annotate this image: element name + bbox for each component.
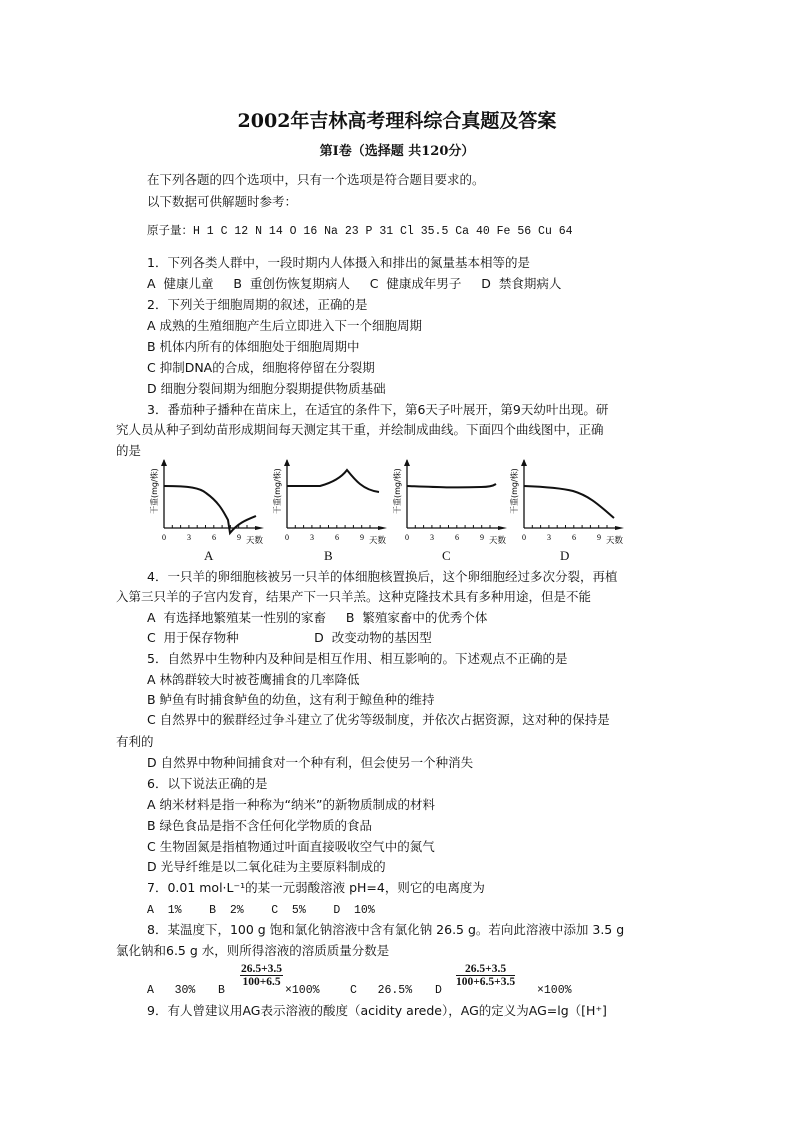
atomic-weights: 原子量：H 1 C 12 N 14 O 16 Na 23 P 31 Cl 35.5 Ca 40 Fe 56 Cu 64 <box>147 225 573 238</box>
tick-label: 9 <box>360 533 364 542</box>
tick-label: 3 <box>547 533 551 542</box>
y-axis-label: 干重(mg/株) <box>273 468 282 514</box>
tick-label: 3 <box>310 533 314 542</box>
fraction-b <box>240 963 283 988</box>
option: C 自然界中的猴群经过争斗建立了优劣等级制度，并依次占据资源，这对种的保持是 <box>147 712 610 727</box>
axis-arrow-icon <box>498 526 507 530</box>
option: D 细胞分裂间期为细胞分裂期提供物质基础 <box>147 381 386 396</box>
tick-label: 6 <box>335 533 339 542</box>
dry-weight-curve <box>287 470 379 492</box>
tick-label: 6 <box>212 533 216 542</box>
tick-label: 0 <box>405 533 409 542</box>
y-axis-label: 干重(mg/株) <box>510 468 519 514</box>
section-title: 第Ⅰ卷（选择题 共120分） <box>319 144 475 159</box>
tick-label: 0 <box>162 533 166 542</box>
question-9: 9．有人曾建议用AG表示溶液的酸度（acidity arede），AG的定义为AG=lg（[H⁺] <box>147 1003 607 1018</box>
question-5: 5．自然界中生物种内及种间是相互作用、相互影响的。下述观点不正确的是 <box>147 651 568 666</box>
option: B 绿色食品是指不含任何化学物质的食品 <box>147 818 373 833</box>
tick-label: 0 <box>285 533 289 542</box>
tick-label: 3 <box>187 533 191 542</box>
option: C 抑制DNA的合成，细胞将停留在分裂期 <box>147 360 375 375</box>
dry-weight-curve <box>164 486 256 533</box>
axis-arrow-icon <box>615 526 624 530</box>
dry-weight-curve <box>407 484 496 487</box>
question-4: 4．一只羊的卵细胞核被另一只羊的体细胞核置换后，这个卵细胞经过多次分裂，再植 <box>147 569 618 584</box>
instruction: 以下数据可供解题时参考： <box>147 194 298 209</box>
tick-label: 6 <box>455 533 459 542</box>
chart-plot <box>393 458 513 546</box>
question-7: 7．0.01 mol·L⁻¹的某一元弱酸溶液 pH=4，则它的电离度为 <box>147 880 485 895</box>
numerator: 26.5+3.5 <box>456 963 515 976</box>
question-3: 的是 <box>116 443 142 458</box>
growth-chart-C <box>393 458 513 550</box>
option-d-tail: ×100% <box>537 984 572 997</box>
option-a: A 30% <box>147 984 196 997</box>
chart-option-label: A <box>204 548 214 563</box>
tick-label: 0 <box>522 533 526 542</box>
tick-label: 9 <box>237 533 241 542</box>
chart-plot <box>510 458 630 546</box>
option: A 林鸽群较大时被苍鹰捕食的几率降低 <box>147 672 360 687</box>
question-6: 6．以下说法正确的是 <box>147 776 268 791</box>
question-8: 氯化钠和6.5 g 水，则所得溶液的溶质质量分数是 <box>116 943 390 958</box>
option: D 自然界中物种间捕食对一个种有利，但会使另一个种消失 <box>147 755 474 770</box>
option: A 成熟的生殖细胞产生后立即进入下一个细胞周期 <box>147 318 423 333</box>
option-c: C 26.5% <box>350 984 413 997</box>
option: D 光导纤维是以二氧化硅为主要原料制成的 <box>147 859 386 874</box>
option: A 有选择地繁殖某一性别的家畜 B 繁殖家畜中的优秀个体 <box>147 610 488 625</box>
question-8: 8．某温度下，100 g 饱和氯化钠溶液中含有氯化钠 26.5 g。若向此溶液中添加 3.5 g <box>147 922 625 937</box>
chart-plot <box>273 458 393 546</box>
axis-arrow-icon <box>284 459 290 466</box>
tick-label: 9 <box>597 533 601 542</box>
x-axis-label: 天数 <box>489 536 507 546</box>
x-axis-label: 天数 <box>606 536 624 546</box>
tick-label: 6 <box>572 533 576 542</box>
axis-arrow-icon <box>161 459 167 466</box>
tick-label: 3 <box>430 533 434 542</box>
numerator: 26.5+3.5 <box>241 963 283 975</box>
instruction: 在下列各题的四个选项中，只有一个选项是符合题目要求的。 <box>147 172 485 187</box>
growth-chart-A <box>150 458 270 550</box>
page-title: 2002年吉林高考理科综合真题及答案 <box>237 110 557 132</box>
growth-chart-B <box>273 458 393 550</box>
axis-arrow-icon <box>378 526 387 530</box>
axis-arrow-icon <box>404 459 410 466</box>
denominator: 100+6.5+3.5 <box>456 976 516 988</box>
fraction-d <box>456 963 515 988</box>
question-3: 究人员从种子到幼苗形成期间每天测定其干重，并绘制成曲线。下面四个曲线图中，正确 <box>116 422 604 437</box>
option: B 机体内所有的体细胞处于细胞周期中 <box>147 339 360 354</box>
axis-arrow-icon <box>255 526 264 530</box>
dry-weight-curve <box>524 486 614 518</box>
question-3: 3．番茄种子播种在苗床上，在适宜的条件下，第6天子叶展开，第9天幼叶出现。研 <box>147 402 609 417</box>
chart-option-label: D <box>560 548 570 563</box>
x-axis-label: 天数 <box>369 536 387 546</box>
option: C 生物固氮是指植物通过叶面直接吸收空气中的氮气 <box>147 839 435 854</box>
option-d: D <box>435 984 442 997</box>
question-2: 2．下列关于细胞周期的叙述，正确的是 <box>147 297 368 312</box>
growth-chart-D <box>510 458 630 550</box>
chart-option-label: C <box>442 548 451 563</box>
question-1-options: A 健康儿童 B 重创伤恢复期病人 C 健康成年男子 D 禁食期病人 <box>147 276 562 291</box>
chart-plot <box>150 458 270 546</box>
option: C 用于保存物种 D 改变动物的基因型 <box>147 630 432 645</box>
y-axis-label: 干重(mg/株) <box>150 468 159 514</box>
option-b: B <box>218 984 225 997</box>
option: 有利的 <box>116 734 154 749</box>
question-7-options: A 1% B 2% C 5% D 10% <box>147 904 375 917</box>
x-axis-label: 天数 <box>246 536 264 546</box>
denominator: 100+6.5 <box>242 976 281 988</box>
question-4: 入第三只羊的子宫内发育，结果产下一只羊羔。这种克隆技术具有多种用途，但是不能 <box>116 589 592 604</box>
chart-option-label: B <box>324 548 333 563</box>
axis-arrow-icon <box>521 459 527 466</box>
option: B 鲈鱼有时捕食鲈鱼的幼鱼，这有利于鲸鱼种的维持 <box>147 692 435 707</box>
tick-label: 9 <box>480 533 484 542</box>
option: A 纳米材料是指一种称为“纳米”的新物质制成的材料 <box>147 797 435 812</box>
question-1: 1．下列各类人群中，一段时期内人体摄入和排出的氮量基本相等的是 <box>147 255 530 270</box>
y-axis-label: 干重(mg/株) <box>393 468 402 514</box>
option-b-tail: ×100% <box>285 984 320 997</box>
